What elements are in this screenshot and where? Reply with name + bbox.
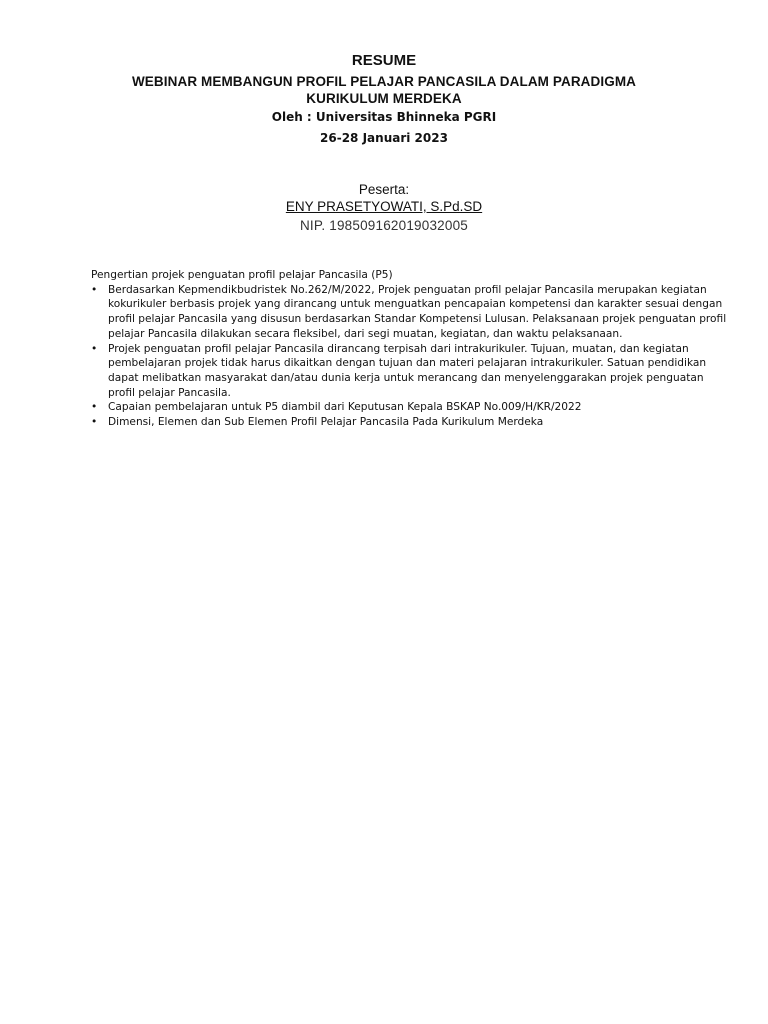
bullet-list [91, 283, 731, 430]
list-item [91, 342, 731, 401]
section-heading: Pengertian projek penguatan profil pelajar Pancasila (P5) [91, 269, 393, 281]
list-item-text: Dimensi, Elemen dan Sub Elemen Profil Pelajar Pancasila Pada Kurikulum Merdeka [108, 416, 544, 429]
bullet-icon: • [91, 283, 98, 296]
participant-label: Peserta: [358, 182, 410, 197]
list-item-text: Berdasarkan Kepmendikbudristek No.262/M/2022, Projek penguatan profil pelajar Pancasila merupakan kegiatan kokurikuler berbasis projek yang dirancang untuk menguatkan pencapaian kompetensi dan karakter sesuai dengan profil pelajar Pancasila yang disusun berdasarkan Standar Kompetensi Lulusan. Pelaksanaan projek penguatan profil pelajar Pancasila dilakukan secara fleksibel, dari segi muatan, kegiatan, dan waktu pelaksanaan. [108, 283, 727, 340]
bullet-icon: • [91, 342, 98, 355]
list-item [91, 283, 731, 342]
list-item [91, 400, 731, 415]
webinar-title [0, 73, 768, 107]
participant-nip: NIP. 198509162019032005 [299, 218, 468, 233]
document-title: RESUME [351, 52, 417, 69]
list-item-text: Capaian pembelajaran untuk P5 diambil dari Keputusan Kepala BSKAP No.009/H/KR/2022 [108, 401, 582, 414]
list-item [91, 415, 731, 430]
organizer-line: Oleh : Universitas Bhinneka PGRI [271, 110, 497, 124]
participant-name [0, 198, 768, 215]
participant-name-text: ENY PRASETYOWATI, S.Pd.SD [285, 199, 483, 214]
resume-content [91, 268, 731, 430]
event-date: 26-28 Januari 2023 [320, 131, 448, 145]
list-item-text: Projek penguatan profil pelajar Pancasila dirancang terpisah dari intrakurikuler. Tujuan, muatan, dan kegiatan pembelajaran projek tidak harus dikaitkan dengan tujuan dan materi pelajaran intrakurikuler. Satuan pendidikan dapat melibatkan masyarakat dan/atau dunia kerja untuk merancang dan menyelenggarakan projek penguatan profil pelajar Pancasila. [108, 342, 707, 399]
bullet-icon: • [91, 416, 98, 429]
bullet-icon: • [91, 401, 98, 414]
webinar-title-text: WEBINAR MEMBANGUN PROFIL PELAJAR PANCASILA DALAM PARADIGMA KURIKULUM MERDEKA [131, 74, 637, 106]
